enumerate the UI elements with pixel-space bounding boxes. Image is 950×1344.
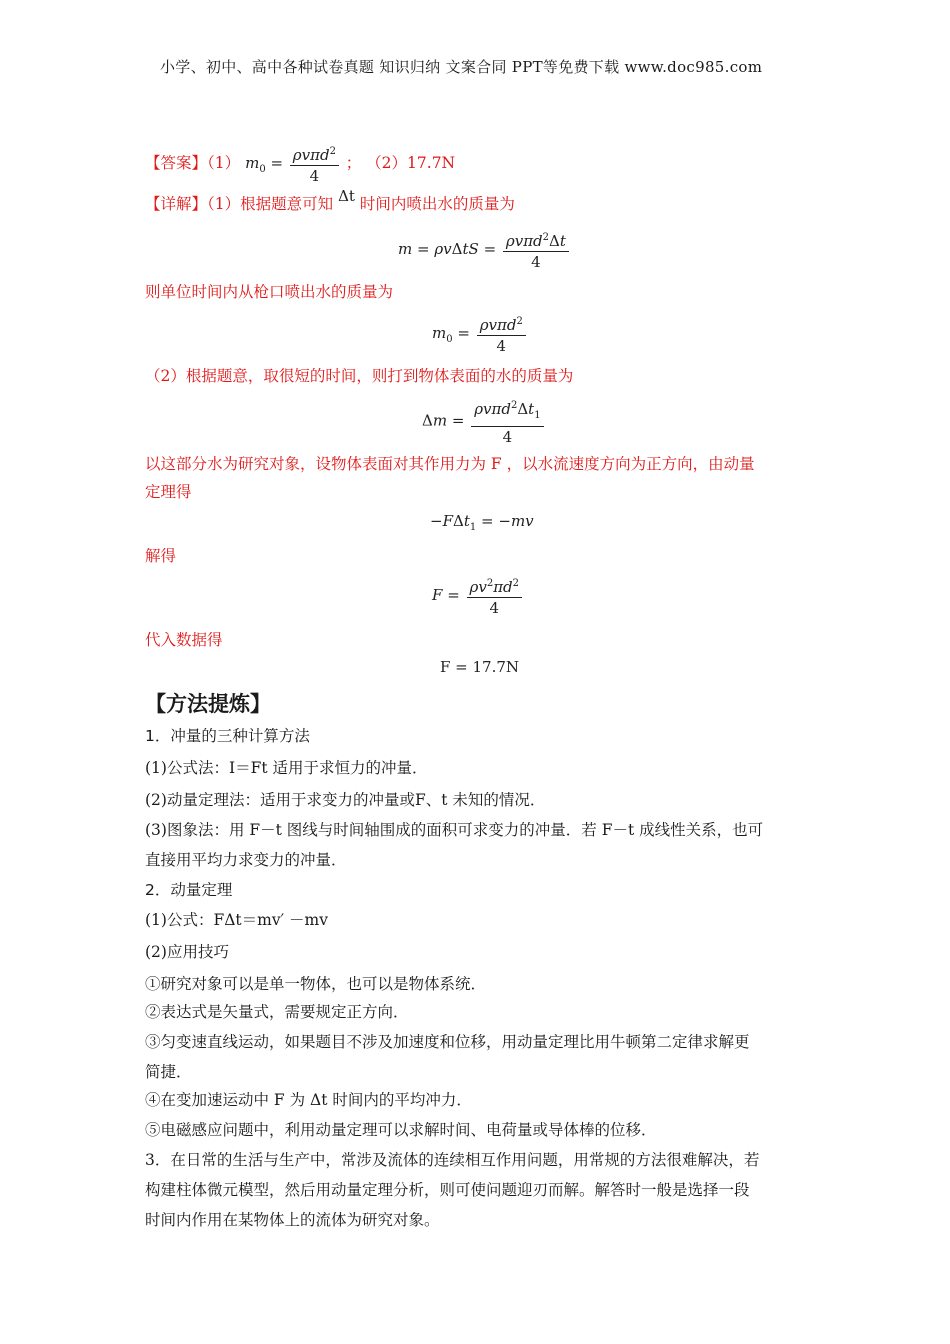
method-item1-c1: (3)图象法：用 F－t 图线与时间轴围成的面积可求变力的冲量．若 F－t 成线性关系，也可 [145, 821, 764, 839]
formula-force: F = $\frac{\rho v^2\pi d^2}{4}$ [432, 574, 524, 618]
method-item3-line2: 构建柱体微元模型，然后用动量定理分析，则可使问题迎刃而解。解答时一般是选择一段 [145, 1181, 750, 1199]
detail-line-1 [145, 187, 515, 218]
detail-line-5: 解得 [145, 547, 177, 565]
detail-tag: 【详解】 [145, 195, 208, 213]
detail-line1-text-b: 时间内喷出水的质量为 [359, 195, 515, 213]
method-item2-f: ④在变加速运动中 F 为 Δt 时间内的平均冲力． [145, 1091, 472, 1109]
method-item2-c: ①研究对象可以是单一物体，也可以是物体系统． [145, 975, 487, 993]
formula-m0: $m_0$ = $\frac{\rho v\pi d^2}{4}$ [432, 312, 528, 356]
method-item3-line1: 3．在日常的生活与生产中，常涉及流体的连续相互作用问题，用常规的方法很难解决，若 [145, 1151, 760, 1169]
formula-result: F = 17.7N [440, 658, 520, 676]
method-item2-g: ⑤电磁感应问题中，利用动量定理可以求解时间、电荷量或导体棒的位移． [145, 1121, 657, 1139]
method-item1-a: (1)公式法：I＝Ft 适用于求恒力的冲量． [145, 759, 428, 777]
formula-mass: m = ρvΔtS = $\frac{\rho v\pi d^2\Delta t}{4}$ [398, 228, 571, 272]
formula-delta-m: Δm = $\frac{\rho v\pi d^2\Delta t_1}{4}$ [422, 396, 546, 447]
method-item2-title: 2．动量定理 [145, 881, 233, 899]
answer-part2-value: 17.7N [407, 154, 456, 172]
method-item2-d: ②表达式是矢量式，需要规定正方向． [145, 1003, 409, 1021]
method-title: 【方法提炼】 [145, 692, 271, 716]
method-item1-c2: 直接用平均力求变力的冲量． [145, 851, 347, 869]
detail-line1-text-a: （1）根据题意可知 [207, 195, 334, 213]
method-item2-b: (2)应用技巧 [145, 943, 229, 961]
detail-line-4b: 定理得 [145, 483, 192, 501]
page-header: 小学、初中、高中各种试卷真题 知识归纳 文案合同 PPT等免费下载 www.doc985.com [160, 58, 763, 76]
answer-part2-label: （2） [366, 154, 408, 172]
detail-line-3: （2）根据题意，取很短的时间，则打到物体表面的水的质量为 [145, 367, 574, 385]
method-item1-b: (2)动量定理法：适用于求变力的冲量或F、t 未知的情况． [145, 791, 546, 809]
delta-t-symbol: Δt [338, 187, 355, 205]
detail-line-2: 则单位时间内从枪口喷出水的质量为 [145, 283, 394, 301]
method-item1-title: 1．冲量的三种计算方法 [145, 727, 310, 745]
answer-formula-m0: $m_0$ = $\frac{\rho v\pi d^2}{4}$ [245, 154, 346, 172]
method-item3-line3: 时间内作用在某物体上的流体为研究对象。 [145, 1211, 440, 1229]
detail-line-4a: 以这部分水为研究对象，设物体表面对其作用力为 F ，以水流速度方向为正方向，由动量 [145, 455, 755, 473]
answer-separator: ； [345, 154, 362, 172]
method-item2-e2: 简捷． [145, 1063, 192, 1081]
method-item2-e1: ③匀变速直线运动，如果题目不涉及加速度和位移，用动量定理比用牛顿第二定律求解更 [145, 1033, 750, 1051]
answer-tag: 【答案】 [145, 154, 208, 172]
detail-line-6: 代入数据得 [145, 631, 223, 649]
answer-part1-label: （1） [207, 154, 241, 172]
answer-line [145, 142, 455, 186]
formula-momentum-theorem: −FΔt$_1$ = −mv [430, 512, 534, 533]
method-item2-a: (1)公式：FΔt＝mv′ －mv [145, 911, 328, 929]
